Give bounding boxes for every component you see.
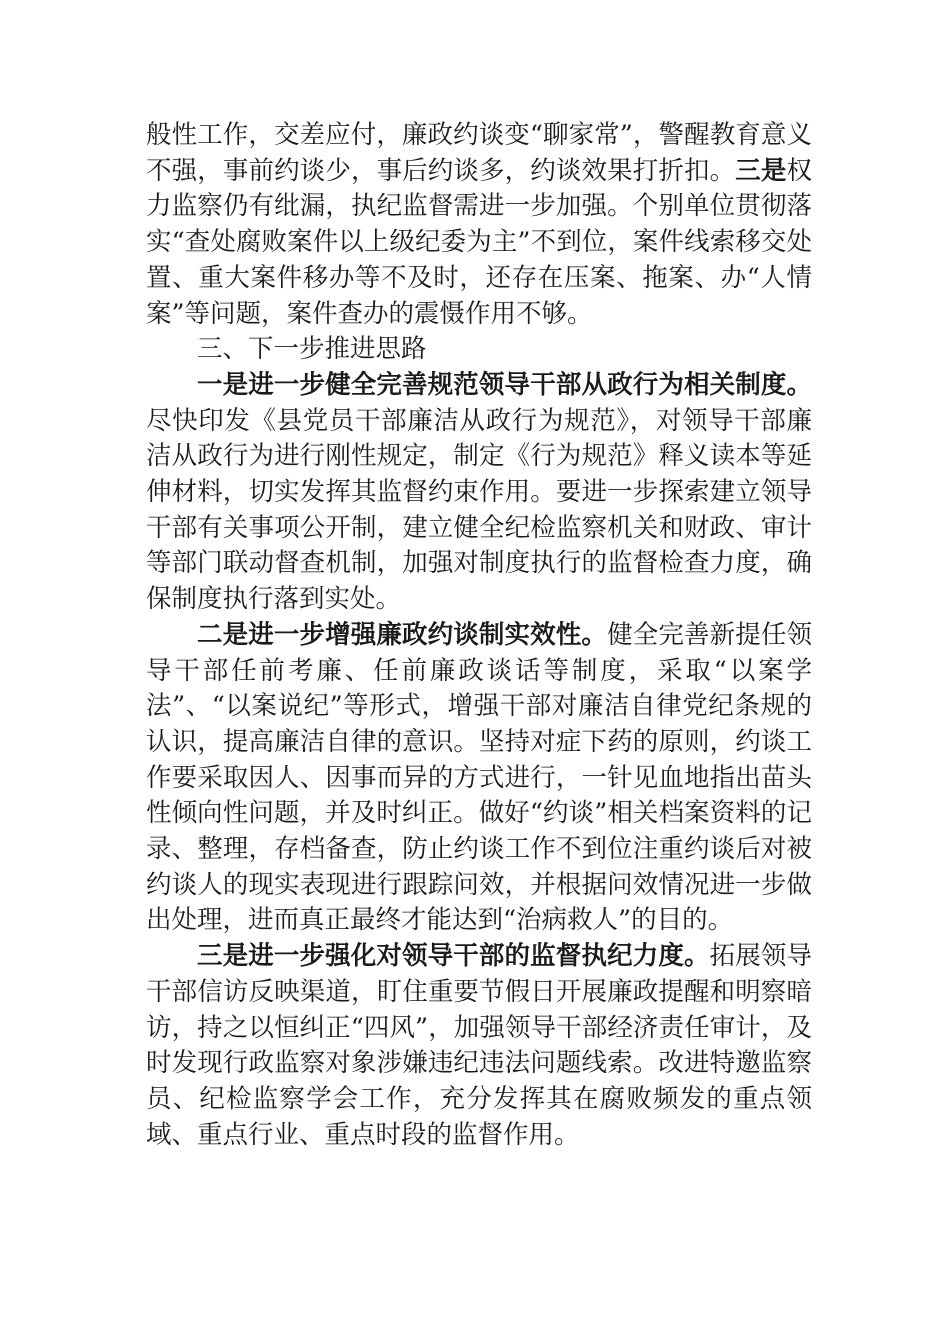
paragraph-continuation — [146, 118, 812, 332]
paragraph-text: 拓展领导干部信访反映渠道，盯住重要节假日开展廉政提醒和明察暗访，持之以恒纠正“四风”，加强领导干部经济责任审计，及时发现行政监察对象涉嫌违纪违法问题线索。改进特邀监察员、纪检监察学会工作，充分发挥其在腐败频发的重点领域、重点行业、重点时段的监督作用。 — [146, 941, 812, 1150]
paragraph-item-2 — [146, 618, 812, 939]
paragraph-lead-bold: 二是进一步增强廉政约谈制实效性。 — [197, 619, 608, 650]
paragraph-lead-bold: 三是进一步强化对领导干部的监督执纪力度。 — [197, 941, 710, 972]
paragraph-item-3 — [146, 939, 812, 1153]
paragraph-text: 尽快印发《县党员干部廉洁从政行为规范》，对领导干部廉洁从政行为进行刚性规定，制定《行为规范》释义读本等延伸材料，切实发挥其监督约束作用。要进一步探索建立领导干部有关事项公开制，建立健全纪检监察机关和财政、审计等部门联动督查机制，加强对制度执行的监督检查力度，确保制度执行落到实处。 — [146, 405, 812, 615]
paragraph-text: 权力监察仍有纰漏，执纪监督需进一步加强。个别单位贯彻落实“查处腐败案件以上级纪委为主”不到位，案件线索移交处置、重大案件移办等不及时，还存在压案、拖案、办“人情案”等问题，案件查办的震慑作用不够。 — [146, 155, 812, 329]
section-heading: 三、下一步推进思路 — [197, 334, 427, 365]
document-page — [146, 118, 812, 1153]
paragraph-item-1 — [146, 368, 812, 618]
paragraph-text: 健全完善新提任领导干部任前考廉、任前廉政谈话等制度，采取“以案学法”、“以案说纪”等形式，增强干部对廉洁自律党纪条规的认识，提高廉洁自律的意识。坚持对症下药的原则，约谈工作要采取因人、因事而异的方式进行，一针见血地指出苗头性倾向性问题，并及时纠正。做好“约谈”相关档案资料的记录、整理，存档备查，防止约谈工作不到位注重约谈后对被约谈人的现实表现进行跟踪问效，并根据问效情况进一步做出处理，进而真正最终才能达到“治病救人”的目的。 — [146, 619, 812, 936]
paragraph-lead-bold: 一是进一步健全完善规范领导干部从政行为相关制度。 — [197, 369, 812, 400]
paragraph-text: 般性工作，交差应付，廉政约谈变“聊家常”，警醒教育意义不强，事前约谈少，事后约谈多，约谈效果打折扣。 — [146, 120, 812, 186]
paragraph-lead-bold: 三是 — [735, 155, 787, 186]
